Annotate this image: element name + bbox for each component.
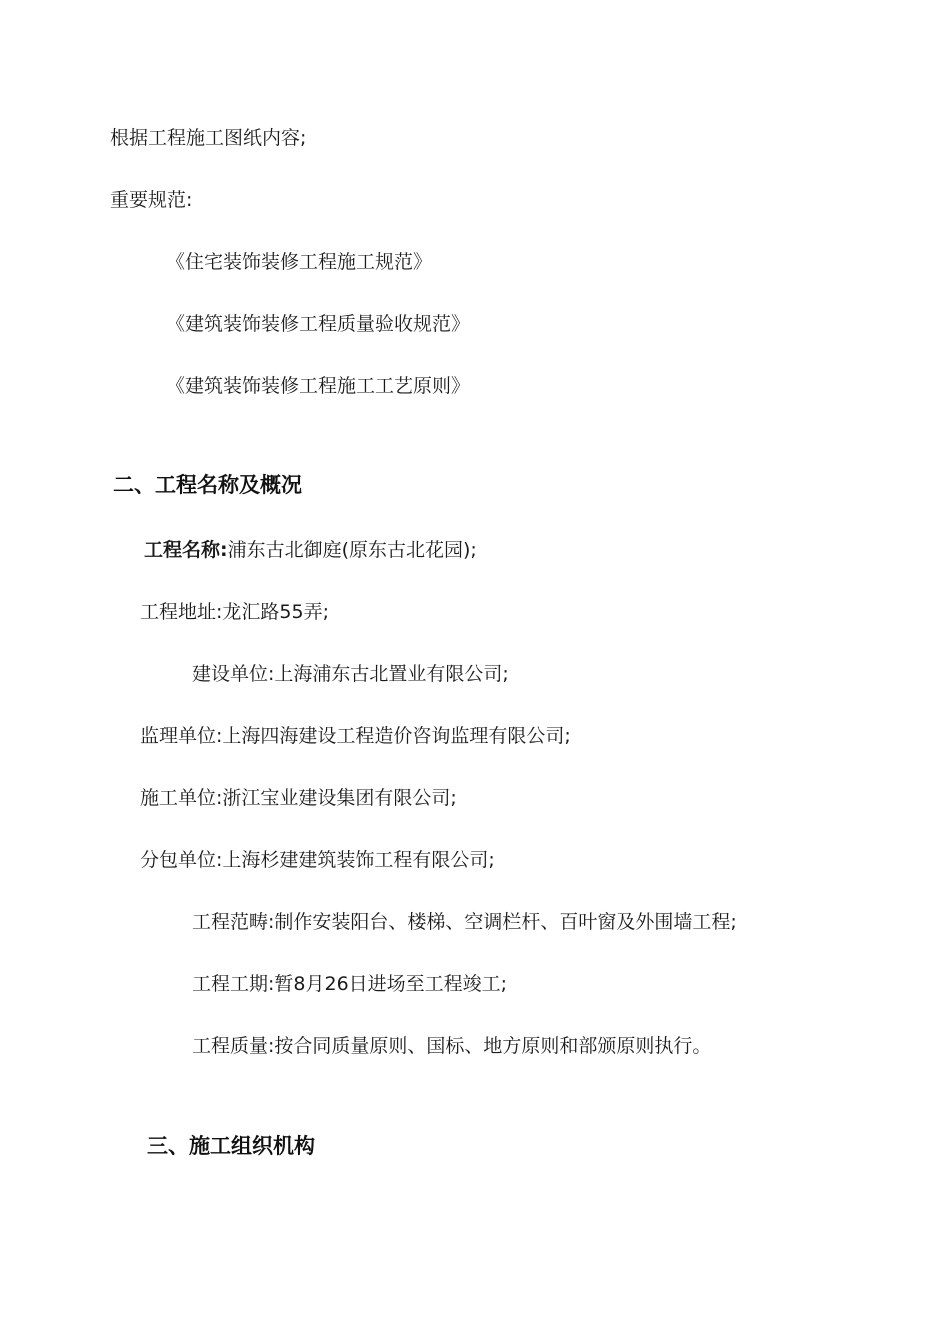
subcontractor-unit: 分包单位:上海杉建建筑装饰工程有限公司;	[140, 849, 495, 871]
project-quality: 工程质量:按合同质量原则、国标、地方原则和部颁原则执行。	[192, 1035, 712, 1057]
norm-item-2: 《建筑装饰装修工程质量验收规范》	[166, 313, 471, 335]
norms-label: 重要规范:	[110, 189, 193, 211]
project-scope: 工程范畴:制作安装阳台、楼梯、空调栏杆、百叶窗及外围墙工程;	[192, 911, 737, 933]
section3-heading: 三、施工组织机构	[147, 1134, 315, 1158]
section2-heading: 二、工程名称及概况	[113, 473, 302, 497]
contractor-unit: 施工单位:浙江宝业建设集团有限公司;	[140, 787, 457, 809]
project-name-label: 工程名称:	[144, 539, 228, 561]
project-address: 工程地址:龙汇路55弄;	[140, 601, 329, 623]
basis-text: 根据工程施工图纸内容;	[110, 127, 307, 149]
norm-item-3: 《建筑装饰装修工程施工工艺原则》	[166, 375, 471, 397]
supervisor-unit: 监理单位:上海四海建设工程造价咨询监理有限公司;	[140, 725, 571, 747]
developer-unit: 建设单位:上海浦东古北置业有限公司;	[192, 663, 509, 685]
norm-item-1: 《住宅装饰装修工程施工规范》	[166, 251, 433, 273]
project-schedule: 工程工期:暂8月26日进场至工程竣工;	[192, 973, 508, 995]
project-name-line	[144, 537, 477, 563]
project-name-value: 浦东古北御庭(原东古北花园);	[227, 539, 477, 561]
